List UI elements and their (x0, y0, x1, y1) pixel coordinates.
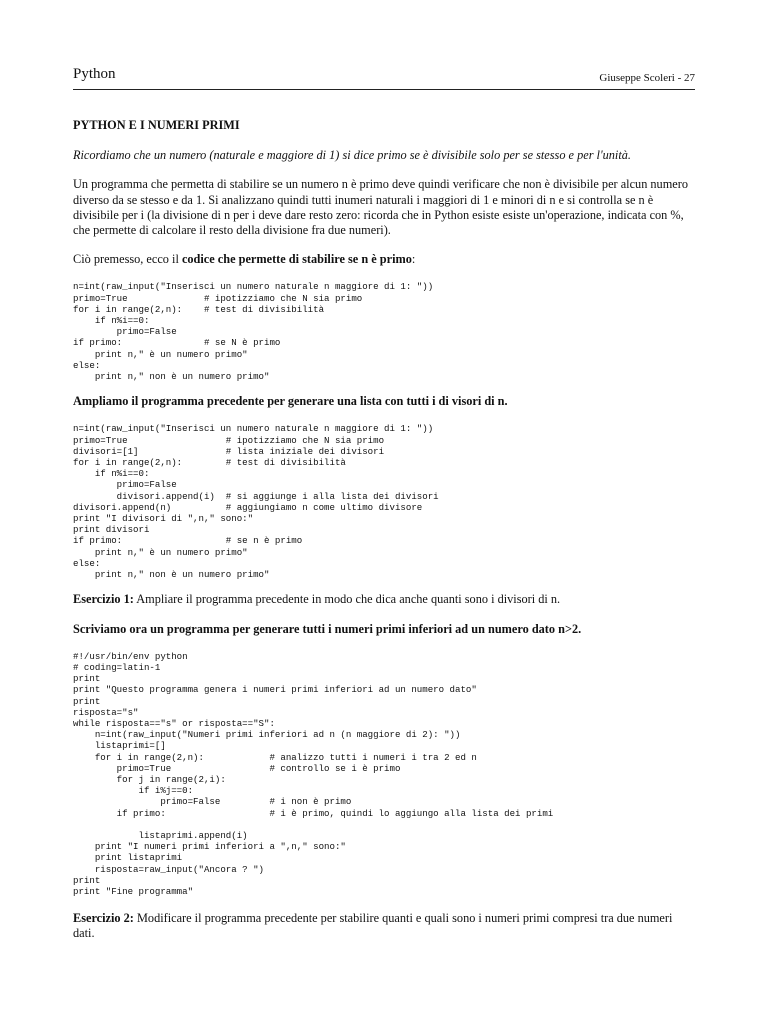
section-title: PYTHON E I NUMERI PRIMI (73, 118, 240, 132)
exercise-2-label: Esercizio 2: (73, 911, 134, 926)
header-author-page: Giuseppe Scoleri - 27 (599, 72, 695, 84)
exercise-2 (73, 911, 695, 941)
premise-text: Ciò premesso, ecco il (73, 252, 182, 267)
exercise-1-text: Ampliare il programma precedente in modo che dica anche quanti sono i divisori di n. (133, 592, 561, 607)
exercise-1 (73, 592, 695, 607)
premise-colon: : (411, 252, 416, 267)
code-block-primality: n=int(raw_input("Inserisci un numero naturale n maggiore di 1: ")) primo=True # ipotizziamo che N sia primo for i in range(2,n): # test di divisibilità if n%i==0: primo=False if primo: # se N è primo print n," è un numero primo" else: print n," non è un numero primo" (73, 281, 434, 383)
intro-paragraph: Un programma che permetta di stabilire se un numero n è primo deve quindi verificare che non è divisibile per alcun numero diverso da se stesso e da 1. Si analizzano quindi tutti inumeri naturali i maggiori di 1 e minori di n e si controlla se n è divisibile per i (la divisione di n per i deve dare resto zero: ricorda che in Python esiste esiste un'operazione, indicata con %, che permette di calcolare il resto della divisione fra due numeri). (73, 177, 688, 238)
exercise-2-text: Modificare il programma precedente per stabilire quanti e quali sono i numeri primi compresi tra due numeri dati. (73, 911, 673, 941)
header-title: Python (73, 66, 116, 82)
page-content (73, 118, 695, 942)
premise-paragraph (73, 252, 695, 267)
code-block-primes-list: #!/usr/bin/env python # coding=latin-1 print print "Questo programma genera i numeri primi inferiori ad un numero dato" print risposta="s" while risposta=="s" or risposta=="S": n=int(raw_input("Numeri primi inferiori ad n (n maggiore di 2): ")) listaprimi=[] for i in range(2,n): # analizzo tutti i numeri i tra 2 ed n primo=True # controllo se i è primo for j in range(2,i): if i%j==0: primo=False # i non è primo if primo: # i è primo, quindi lo aggiungo alla lista dei primi listaprimi.append(i) print "I numeri primi inferiori a ",n," sono:" print listaprimi risposta=raw_input("Ancora ? ") print print "Fine programma" (73, 650, 554, 897)
heading-divisors: Ampliamo il programma precedente per generare una lista con tutti i di visori di n. (73, 394, 508, 409)
premise-bold: codice che permette di stabilire se n è primo (181, 252, 412, 267)
exercise-1-label: Esercizio 1: (73, 592, 134, 607)
header-rule (73, 89, 695, 90)
code-block-divisors: n=int(raw_input("Inserisci un numero naturale n maggiore di 1: ")) primo=True # ipotizziamo che N sia primo divisori=[1] # lista iniziale dei divisori for i in range(2,n): # test di divisibilità if n%i==0: primo=False divisori.append(i) # si aggiunge i alla lista dei divisori divisori.append(n) # aggiungiamo n come ultimo divisore print "I divisori di ",n," sono:" print divisori if primo: # se n è primo print n," è un numero primo" else: print n," non è un numero primo" (73, 423, 439, 581)
definition-paragraph: Ricordiamo che un numero (naturale e maggiore di 1) si dice primo se è divisibile solo per se stesso e per l'unità. (73, 148, 631, 163)
heading-primes-list: Scriviamo ora un programma per generare tutti i numeri primi inferiori ad un numero dato n>2. (73, 621, 582, 636)
